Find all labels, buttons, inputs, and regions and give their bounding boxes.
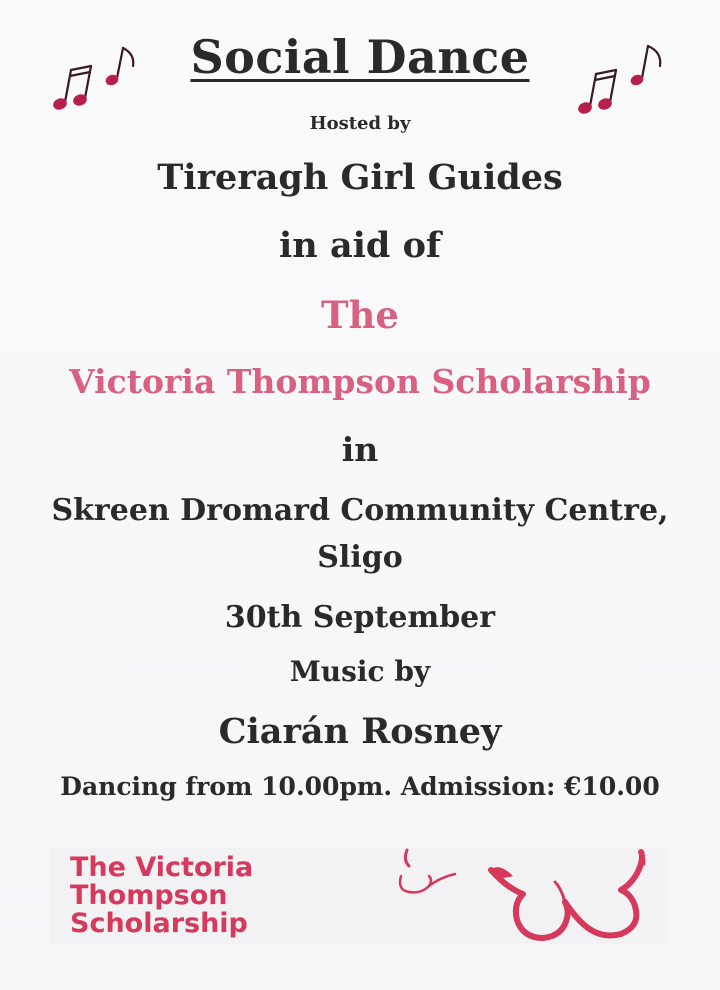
logo-line-1: The Victoria <box>70 852 254 883</box>
page-title: Social Dance <box>190 30 530 84</box>
logo-line-3: Scholarship <box>70 908 248 939</box>
music-by-label: Music by <box>289 655 431 688</box>
event-details: Dancing from 10.00pm. Admission: €10.00 <box>60 772 660 801</box>
in-aid-of-label: in aid of <box>279 225 441 266</box>
scholarship-logo-banner <box>50 848 668 944</box>
logo-line-2: Thompson <box>70 880 228 911</box>
musician-name: Ciarán Rosney <box>218 711 502 752</box>
in-label: in <box>341 430 379 469</box>
hosted-by-label: Hosted by <box>309 113 411 134</box>
scholarship-logo-text <box>70 854 253 938</box>
host-name: Tireragh Girl Guides <box>157 157 563 198</box>
beneficiary-the: The <box>321 293 399 337</box>
venue-line-2: Sligo <box>317 540 403 575</box>
venue-line-1: Skreen Dromard Community Centre, <box>51 493 669 528</box>
beneficiary-name: Victoria Thompson Scholarship <box>69 362 651 401</box>
event-date: 30th September <box>224 600 496 635</box>
butterfly-icon <box>395 848 665 944</box>
